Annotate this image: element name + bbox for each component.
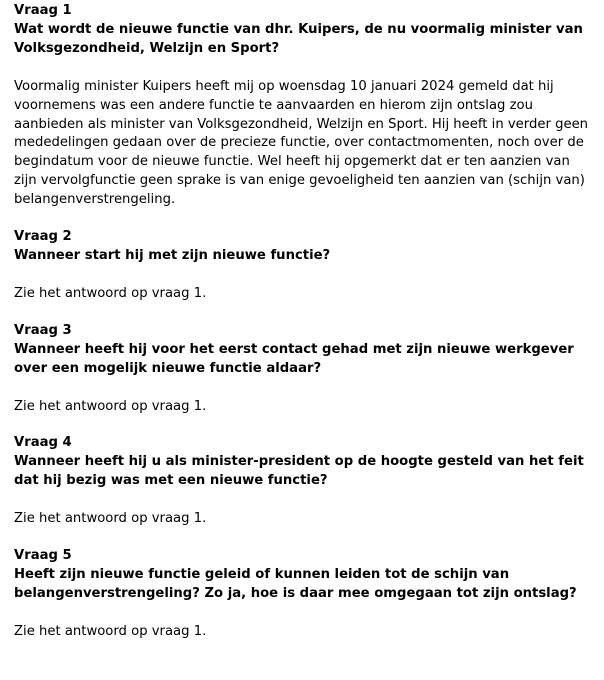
question-block-4 <box>14 434 590 529</box>
question-block-3 <box>14 322 590 417</box>
question-label: Vraag 2 <box>14 229 72 245</box>
question-label: Vraag 3 <box>14 322 72 338</box>
question-block-5 <box>14 547 590 642</box>
question-label: Vraag 5 <box>14 548 72 564</box>
answer-text: Voormalig minister Kuipers heeft mij op woensdag 10 januari 2024 gemeld dat hij voornemens was een andere functie te aanvaarden en hierom zijn ontslag zou aanbieden als minister van Volksgezondheid, Welzijn en Sport. Hij heeft in verder geen mededelingen gedaan over de precieze functie, over contactmomenten, noch over de begindatum voor de nieuwe functie. Wel heeft hij opgemerkt dat er ten aanzien van zijn vervolgfunctie geen sprake is van enige gevoeligheid ten aanzien van (schijn van) belangenverstrengeling. <box>14 78 589 208</box>
answer-text: Zie het antwoord op vraag 1. <box>14 398 207 414</box>
question-block-1 <box>14 2 590 210</box>
answer-text: Zie het antwoord op vraag 1. <box>14 623 207 639</box>
question-label: Vraag 1 <box>14 3 72 18</box>
question-label: Vraag 4 <box>14 435 72 451</box>
question-text: Wat wordt de nieuwe functie van dhr. Kuipers, de nu voormalig minister van Volksgezondheid, Welzijn en Sport? <box>14 21 583 56</box>
question-text: Wanneer heeft hij u als minister-president op de hoogte gesteld van het feit dat hij bezig was met een nieuwe functie? <box>14 454 584 489</box>
question-text: Wanneer start hij met zijn nieuwe functie? <box>14 247 331 263</box>
question-block-2 <box>14 228 590 304</box>
question-text: Wanneer heeft hij voor het eerst contact gehad met zijn nieuwe werkgever over een mogelijk nieuwe functie aldaar? <box>14 341 574 376</box>
question-text: Heeft zijn nieuwe functie geleid of kunnen leiden tot de schijn van belangenverstrengeling? Zo ja, hoe is daar mee omgegaan tot zijn ontslag? <box>14 566 577 601</box>
answer-text: Zie het antwoord op vraag 1. <box>14 511 207 527</box>
answer-text: Zie het antwoord op vraag 1. <box>14 285 207 301</box>
